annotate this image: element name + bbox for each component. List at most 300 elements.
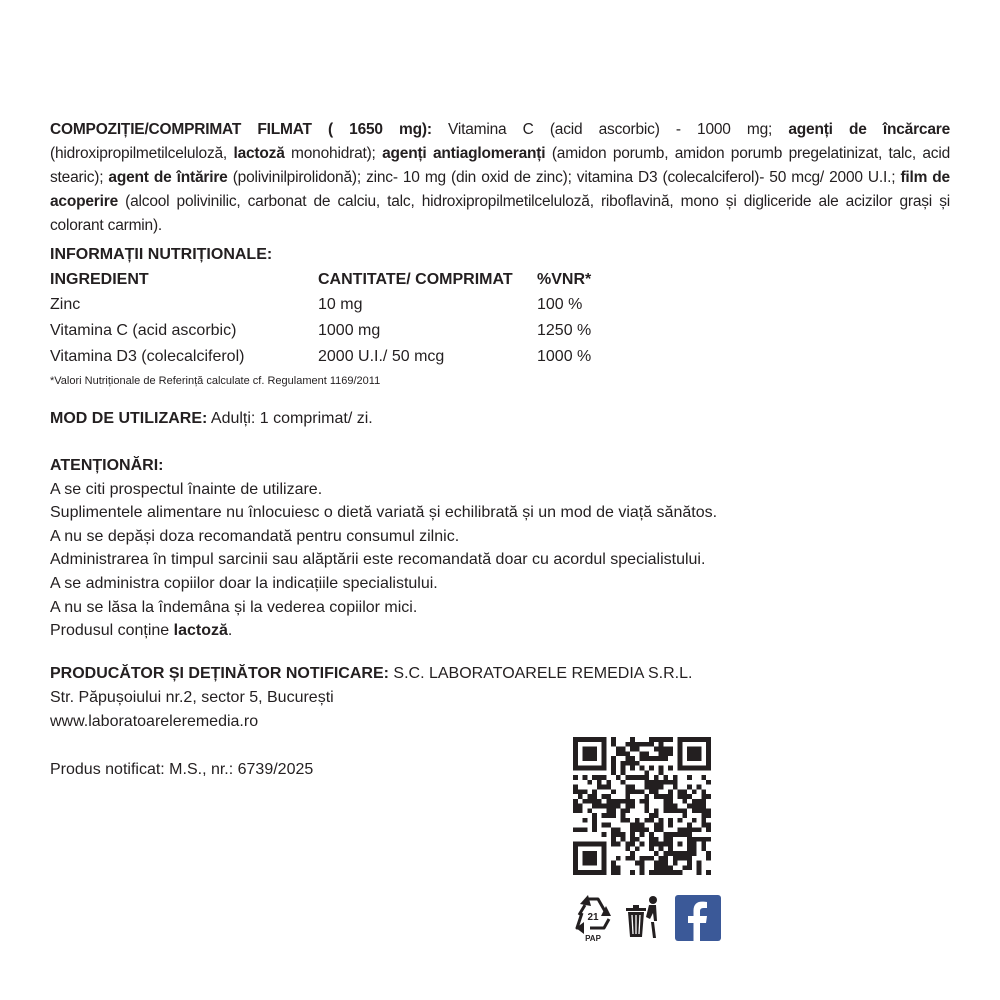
qr-module bbox=[621, 808, 626, 813]
qr-module bbox=[706, 856, 711, 861]
qr-module bbox=[687, 837, 692, 842]
qr-module bbox=[621, 837, 626, 842]
composition-bold: film de acoperire bbox=[50, 169, 950, 210]
qr-module bbox=[630, 804, 635, 809]
qr-module bbox=[592, 804, 597, 809]
qr-module bbox=[630, 789, 635, 794]
qr-module bbox=[606, 780, 611, 785]
usage-label: MOD DE UTILIZARE: bbox=[50, 410, 208, 427]
qr-module bbox=[630, 742, 635, 747]
qr-module bbox=[616, 799, 621, 804]
nutrition-footnote: *Valori Nutriționale de Referință calculate cf. Regulament 1169/2011 bbox=[50, 375, 381, 387]
warning-bold: lactoză bbox=[173, 622, 228, 640]
qr-module bbox=[625, 742, 630, 747]
producer-line bbox=[50, 662, 692, 686]
qr-module bbox=[668, 804, 673, 809]
qr-module bbox=[611, 827, 616, 832]
qr-module bbox=[606, 823, 611, 828]
qr-module bbox=[635, 861, 640, 866]
qr-module bbox=[644, 780, 649, 785]
qr-module bbox=[611, 756, 616, 761]
qr-module bbox=[602, 794, 607, 799]
qr-module bbox=[606, 804, 611, 809]
qr-module bbox=[587, 737, 592, 742]
qr-module bbox=[663, 775, 668, 780]
qr-module bbox=[640, 856, 645, 861]
qr-module bbox=[659, 846, 664, 851]
qr-module bbox=[644, 818, 649, 823]
qr-module bbox=[678, 756, 683, 761]
qr-module bbox=[659, 827, 664, 832]
qr-module bbox=[706, 751, 711, 756]
qr-module bbox=[706, 851, 711, 856]
qr-module bbox=[668, 794, 673, 799]
qr-module bbox=[616, 870, 621, 875]
qr-module bbox=[654, 747, 659, 752]
qr-module bbox=[583, 789, 588, 794]
qr-module bbox=[706, 737, 711, 742]
qr-module bbox=[644, 742, 649, 747]
qr-module bbox=[701, 766, 706, 771]
footer-icons bbox=[571, 893, 721, 943]
qr-module bbox=[611, 813, 616, 818]
qr-module bbox=[640, 751, 645, 756]
qr-module bbox=[597, 785, 602, 790]
producer-label: PRODUCĂTOR ȘI DEȚINĂTOR NOTIFICARE: bbox=[50, 665, 389, 682]
qr-module bbox=[659, 856, 664, 861]
qr-module bbox=[673, 832, 678, 837]
qr-code-icon[interactable] bbox=[573, 737, 711, 875]
qr-module bbox=[663, 842, 668, 847]
qr-module bbox=[654, 865, 659, 870]
table-cell: Zinc bbox=[50, 296, 81, 313]
qr-module bbox=[597, 870, 602, 875]
qr-module bbox=[606, 785, 611, 790]
qr-module bbox=[592, 813, 597, 818]
qr-module bbox=[616, 856, 621, 861]
qr-module bbox=[678, 742, 683, 747]
qr-module bbox=[682, 851, 687, 856]
qr-module bbox=[692, 737, 697, 742]
qr-module bbox=[573, 799, 578, 804]
qr-module bbox=[682, 808, 687, 813]
column-header: INGREDIENT bbox=[50, 271, 149, 288]
qr-module bbox=[602, 870, 607, 875]
qr-module bbox=[682, 789, 687, 794]
qr-module bbox=[573, 785, 578, 790]
qr-module bbox=[659, 861, 664, 866]
table-cell: 2000 U.I./ 50 mcg bbox=[318, 348, 445, 365]
qr-module bbox=[592, 827, 597, 832]
warning-line-lactose bbox=[50, 619, 810, 643]
qr-module bbox=[573, 761, 578, 766]
qr-module bbox=[668, 846, 673, 851]
qr-module bbox=[602, 861, 607, 866]
recycle-code: 21 bbox=[587, 912, 599, 923]
qr-module bbox=[673, 785, 678, 790]
qr-module bbox=[602, 747, 607, 752]
qr-module bbox=[630, 766, 635, 771]
qr-module bbox=[573, 861, 578, 866]
qr-module bbox=[606, 799, 611, 804]
qr-module bbox=[663, 851, 668, 856]
qr-module bbox=[701, 846, 706, 851]
qr-module bbox=[602, 756, 607, 761]
qr-module bbox=[649, 813, 654, 818]
qr-module bbox=[602, 851, 607, 856]
qr-module bbox=[630, 775, 635, 780]
qr-module bbox=[659, 737, 664, 742]
qr-module bbox=[611, 766, 616, 771]
qr-module bbox=[663, 865, 668, 870]
qr-module bbox=[635, 742, 640, 747]
composition-part: (amidon porumb, amidon porumb pregelatinizat, talc, acid stearic); bbox=[50, 145, 950, 186]
qr-module bbox=[640, 823, 645, 828]
qr-module bbox=[692, 851, 697, 856]
qr-module bbox=[592, 799, 597, 804]
qr-module bbox=[611, 870, 616, 875]
qr-module bbox=[635, 775, 640, 780]
qr-module bbox=[692, 808, 697, 813]
table-cell: 1000 % bbox=[537, 348, 592, 365]
qr-module bbox=[692, 747, 697, 752]
qr-module bbox=[649, 742, 654, 747]
qr-module bbox=[701, 799, 706, 804]
qr-module bbox=[616, 775, 621, 780]
qr-module bbox=[625, 761, 630, 766]
composition-part: (polivinilpirolidonă); zinc- 10 mg (din oxid de zinc); vitamina D3 (colecalciferol)- 50 mcg/ 2000 U.I.; bbox=[227, 169, 901, 186]
qr-module bbox=[687, 827, 692, 832]
qr-module bbox=[644, 785, 649, 790]
qr-module bbox=[668, 766, 673, 771]
qr-module bbox=[644, 827, 649, 832]
qr-module bbox=[640, 832, 645, 837]
qr-module bbox=[597, 780, 602, 785]
qr-module bbox=[616, 865, 621, 870]
qr-module bbox=[616, 827, 621, 832]
qr-module bbox=[644, 856, 649, 861]
warning-line: Suplimentele alimentare nu înlocuiesc o dietă variată și echilibrată și un mod de viață sănătos. bbox=[50, 504, 718, 522]
qr-module bbox=[692, 837, 697, 842]
qr-module bbox=[644, 756, 649, 761]
qr-module bbox=[697, 751, 702, 756]
table-cell: 100 % bbox=[537, 296, 583, 313]
qr-module bbox=[668, 737, 673, 742]
qr-module bbox=[592, 737, 597, 742]
qr-module bbox=[587, 766, 592, 771]
qr-module bbox=[659, 742, 664, 747]
qr-module bbox=[644, 794, 649, 799]
qr-module bbox=[692, 842, 697, 847]
qr-module bbox=[701, 789, 706, 794]
qr-module bbox=[649, 756, 654, 761]
qr-module bbox=[687, 775, 692, 780]
facebook-icon[interactable] bbox=[675, 895, 721, 941]
qr-module bbox=[616, 751, 621, 756]
qr-module bbox=[573, 737, 578, 742]
warning-line: A nu se lăsa la îndemâna și la vederea copiilor mici. bbox=[50, 598, 418, 616]
producer-website[interactable]: www.laboratoareleremedia.ro bbox=[50, 713, 259, 730]
qr-module bbox=[611, 789, 616, 794]
qr-module bbox=[621, 766, 626, 771]
qr-module bbox=[611, 832, 616, 837]
recycle-pap-icon bbox=[571, 893, 615, 943]
qr-module bbox=[697, 756, 702, 761]
qr-module bbox=[573, 756, 578, 761]
qr-module bbox=[659, 842, 664, 847]
qr-module bbox=[635, 789, 640, 794]
qr-module bbox=[654, 851, 659, 856]
qr-module bbox=[687, 747, 692, 752]
qr-module bbox=[602, 856, 607, 861]
qr-module bbox=[621, 818, 626, 823]
qr-module bbox=[602, 742, 607, 747]
qr-module bbox=[597, 799, 602, 804]
qr-module bbox=[602, 804, 607, 809]
qr-module bbox=[625, 785, 630, 790]
qr-module bbox=[649, 842, 654, 847]
qr-module bbox=[587, 808, 592, 813]
qr-module bbox=[592, 851, 597, 856]
warning-line: A se administra copiilor doar la indicațiile specialistului. bbox=[50, 574, 438, 592]
qr-module bbox=[663, 870, 668, 875]
qr-module bbox=[578, 870, 583, 875]
composition-bold: agenți de încărcare bbox=[788, 121, 950, 138]
qr-module bbox=[583, 827, 588, 832]
qr-module bbox=[678, 766, 683, 771]
qr-module bbox=[659, 751, 664, 756]
notification-number: Produs notificat: M.S., nr.: 6739/2025 bbox=[50, 761, 314, 778]
table-cell: 1250 % bbox=[537, 322, 592, 339]
qr-module bbox=[635, 818, 640, 823]
qr-module bbox=[668, 747, 673, 752]
qr-module bbox=[602, 813, 607, 818]
qr-module bbox=[587, 851, 592, 856]
qr-module bbox=[678, 827, 683, 832]
qr-module bbox=[640, 789, 645, 794]
qr-module bbox=[587, 870, 592, 875]
qr-module bbox=[573, 870, 578, 875]
qr-module bbox=[602, 751, 607, 756]
table-cell: 10 mg bbox=[318, 296, 363, 313]
qr-module bbox=[625, 751, 630, 756]
qr-module bbox=[611, 761, 616, 766]
qr-module bbox=[630, 851, 635, 856]
qr-module bbox=[659, 766, 664, 771]
qr-module bbox=[668, 799, 673, 804]
qr-module bbox=[611, 737, 616, 742]
qr-module bbox=[578, 842, 583, 847]
qr-module bbox=[673, 804, 678, 809]
qr-module bbox=[616, 747, 621, 752]
qr-module bbox=[630, 823, 635, 828]
qr-module bbox=[635, 823, 640, 828]
qr-module bbox=[578, 827, 583, 832]
qr-module bbox=[649, 846, 654, 851]
qr-module bbox=[668, 865, 673, 870]
qr-module bbox=[682, 794, 687, 799]
qr-module bbox=[583, 861, 588, 866]
qr-module bbox=[578, 808, 583, 813]
warning-line: Administrarea în timpul sarcinii sau alăptării este recomandată doar cu acordul specialistului. bbox=[50, 551, 706, 569]
composition-part: Vitamina C (acid ascorbic) - 1000 mg; bbox=[431, 121, 789, 138]
qr-module bbox=[630, 870, 635, 875]
column-header: CANTITATE/ COMPRIMAT bbox=[318, 271, 513, 288]
qr-module bbox=[692, 789, 697, 794]
qr-module bbox=[678, 761, 683, 766]
qr-module bbox=[687, 861, 692, 866]
qr-module bbox=[654, 837, 659, 842]
qr-module bbox=[654, 780, 659, 785]
qr-module bbox=[625, 856, 630, 861]
table-cell: Vitamina C (acid ascorbic) bbox=[50, 322, 237, 339]
qr-module bbox=[654, 813, 659, 818]
qr-module bbox=[573, 846, 578, 851]
qr-module bbox=[668, 808, 673, 813]
qr-module bbox=[706, 766, 711, 771]
qr-module bbox=[592, 818, 597, 823]
qr-module bbox=[701, 804, 706, 809]
qr-module bbox=[644, 751, 649, 756]
qr-module bbox=[692, 827, 697, 832]
qr-module bbox=[592, 861, 597, 866]
qr-module bbox=[678, 794, 683, 799]
qr-module bbox=[687, 856, 692, 861]
qr-module bbox=[654, 808, 659, 813]
composition-text bbox=[50, 118, 950, 238]
qr-module bbox=[649, 789, 654, 794]
table-row bbox=[50, 318, 670, 344]
qr-module bbox=[687, 842, 692, 847]
table-cell: 1000 mg bbox=[318, 322, 381, 339]
qr-module bbox=[668, 780, 673, 785]
qr-module bbox=[692, 846, 697, 851]
qr-module bbox=[621, 832, 626, 837]
qr-module bbox=[678, 818, 683, 823]
qr-module bbox=[663, 861, 668, 866]
qr-module bbox=[602, 785, 607, 790]
qr-module bbox=[573, 747, 578, 752]
qr-module bbox=[602, 775, 607, 780]
qr-module bbox=[697, 766, 702, 771]
qr-module bbox=[678, 851, 683, 856]
qr-module bbox=[649, 832, 654, 837]
qr-module bbox=[578, 766, 583, 771]
qr-module bbox=[630, 799, 635, 804]
qr-module bbox=[621, 761, 626, 766]
qr-module bbox=[668, 751, 673, 756]
qr-module bbox=[697, 747, 702, 752]
qr-module bbox=[644, 804, 649, 809]
qr-module bbox=[583, 737, 588, 742]
qr-module bbox=[659, 785, 664, 790]
qr-module bbox=[682, 856, 687, 861]
qr-module bbox=[640, 870, 645, 875]
qr-module bbox=[640, 865, 645, 870]
qr-module bbox=[697, 808, 702, 813]
qr-module bbox=[611, 770, 616, 775]
qr-module bbox=[663, 799, 668, 804]
qr-module bbox=[663, 808, 668, 813]
qr-module bbox=[687, 756, 692, 761]
qr-module bbox=[602, 737, 607, 742]
qr-module bbox=[635, 761, 640, 766]
qr-module bbox=[659, 818, 664, 823]
qr-module bbox=[668, 851, 673, 856]
qr-module bbox=[673, 856, 678, 861]
producer-address: Str. Păpușoiului nr.2, sector 5, București bbox=[50, 689, 334, 706]
qr-module bbox=[663, 804, 668, 809]
qr-module bbox=[630, 756, 635, 761]
qr-module bbox=[701, 737, 706, 742]
qr-module bbox=[587, 842, 592, 847]
qr-module bbox=[625, 775, 630, 780]
table-cell: Vitamina D3 (colecalciferol) bbox=[50, 348, 245, 365]
qr-module bbox=[659, 870, 664, 875]
qr-module bbox=[687, 751, 692, 756]
qr-module bbox=[573, 751, 578, 756]
warning-line: A se citi prospectul înainte de utilizare. bbox=[50, 480, 323, 498]
qr-module bbox=[611, 808, 616, 813]
qr-module bbox=[640, 766, 645, 771]
qr-module bbox=[611, 799, 616, 804]
qr-module bbox=[578, 804, 583, 809]
qr-module bbox=[654, 789, 659, 794]
qr-module bbox=[587, 756, 592, 761]
producer-name: S.C. LABORATOARELE REMEDIA S.R.L. bbox=[388, 665, 693, 682]
qr-module bbox=[654, 775, 659, 780]
qr-module bbox=[659, 865, 664, 870]
qr-module bbox=[678, 751, 683, 756]
qr-module bbox=[625, 842, 630, 847]
qr-module bbox=[625, 799, 630, 804]
warnings-section bbox=[50, 454, 810, 643]
qr-module bbox=[706, 756, 711, 761]
qr-module bbox=[644, 775, 649, 780]
qr-module bbox=[602, 846, 607, 851]
qr-module bbox=[602, 823, 607, 828]
qr-module bbox=[678, 789, 683, 794]
qr-module bbox=[606, 794, 611, 799]
composition-bold: agenți antiaglomeranți bbox=[382, 145, 546, 162]
qr-module bbox=[659, 770, 664, 775]
qr-module bbox=[687, 766, 692, 771]
qr-module bbox=[701, 775, 706, 780]
qr-module bbox=[625, 789, 630, 794]
qr-module bbox=[654, 794, 659, 799]
qr-module bbox=[587, 794, 592, 799]
qr-module bbox=[692, 756, 697, 761]
qr-module bbox=[573, 766, 578, 771]
qr-module bbox=[654, 842, 659, 847]
qr-module bbox=[635, 747, 640, 752]
composition-label: COMPOZIȚIE/COMPRIMAT FILMAT ( 1650 mg): bbox=[50, 121, 432, 138]
qr-module bbox=[701, 808, 706, 813]
qr-module bbox=[682, 865, 687, 870]
qr-module bbox=[654, 823, 659, 828]
qr-module bbox=[616, 842, 621, 847]
qr-module bbox=[701, 823, 706, 828]
qr-module bbox=[578, 789, 583, 794]
composition-bold: agent de întărire bbox=[108, 169, 228, 186]
qr-module bbox=[625, 808, 630, 813]
qr-module bbox=[587, 751, 592, 756]
qr-module bbox=[592, 823, 597, 828]
qr-module bbox=[621, 780, 626, 785]
qr-module bbox=[583, 756, 588, 761]
qr-module bbox=[678, 747, 683, 752]
qr-module bbox=[621, 770, 626, 775]
